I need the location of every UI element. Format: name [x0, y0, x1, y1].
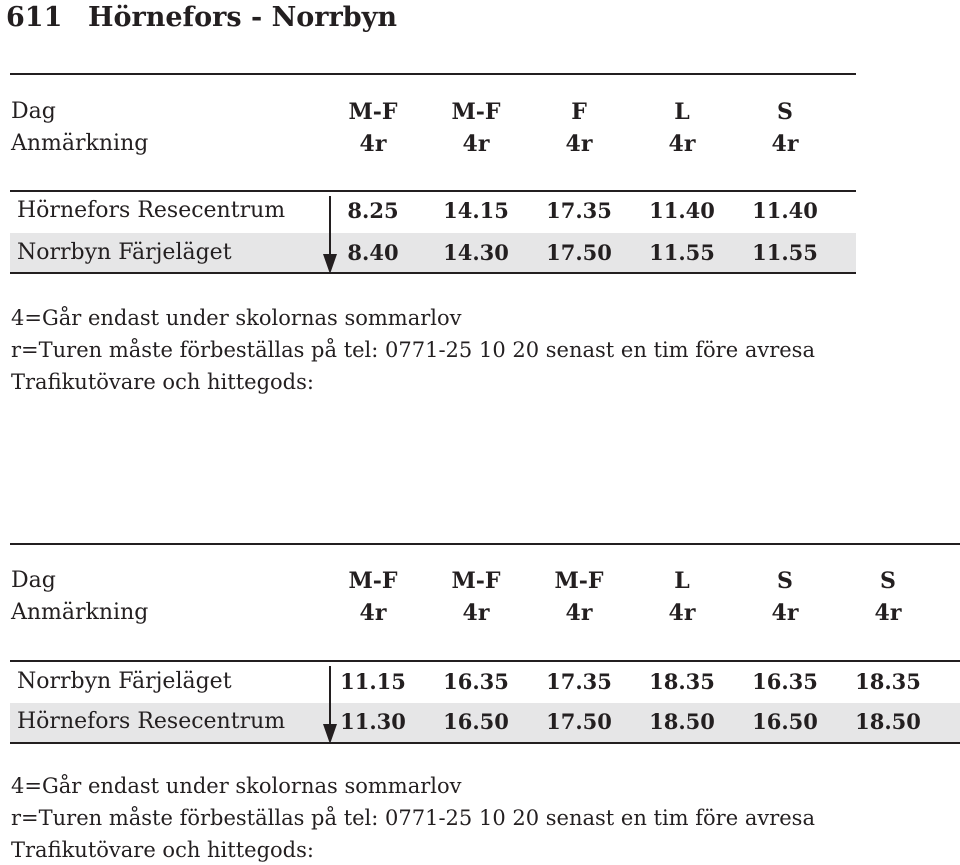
- route-name: Hörnefors - Norrbyn: [88, 2, 397, 33]
- remark-header: 4r: [565, 600, 593, 626]
- day-header: M-F: [451, 568, 501, 594]
- note-line: 4=Går endast under skolornas sommarlov: [11, 774, 462, 798]
- divider: [10, 190, 856, 192]
- note-line: r=Turen måste förbeställas på tel: 0771-25 10 20 senast en tim före avresa: [11, 338, 815, 362]
- stop-name: Hörnefors Resecentrum: [17, 709, 286, 734]
- day-header: M-F: [348, 568, 398, 594]
- arrival-time: 18.50: [649, 709, 715, 734]
- day-label: Dag: [11, 568, 56, 593]
- arrival-time: 16.50: [443, 709, 509, 734]
- remark-label: Anmärkning: [11, 600, 149, 625]
- remark-header: 4r: [771, 600, 799, 626]
- departure-time: 11.40: [752, 198, 818, 223]
- down-arrow-icon: [320, 666, 340, 746]
- arrival-time: 17.50: [546, 709, 612, 734]
- departure-time: 17.35: [546, 669, 612, 694]
- note-line: 4=Går endast under skolornas sommarlov: [11, 306, 462, 330]
- arrival-time: 18.50: [855, 709, 921, 734]
- arrival-time: 16.50: [752, 709, 818, 734]
- remark-header: 4r: [359, 131, 387, 157]
- down-arrow-icon: [320, 196, 340, 276]
- departure-time: 18.35: [649, 669, 715, 694]
- divider: [10, 272, 856, 274]
- departure-time: 11.15: [340, 669, 406, 694]
- departure-time: 17.35: [546, 198, 612, 223]
- note-line: Trafikutövare och hittegods:: [11, 370, 314, 394]
- stop-name: Hörnefors Resecentrum: [17, 198, 286, 223]
- remark-header: 4r: [462, 131, 490, 157]
- departure-time: 16.35: [443, 669, 509, 694]
- remark-header: 4r: [668, 600, 696, 626]
- departure-time: 14.15: [443, 198, 509, 223]
- day-header: L: [674, 568, 690, 594]
- departure-time: 11.40: [649, 198, 715, 223]
- remark-header: 4r: [359, 600, 387, 626]
- day-label: Dag: [11, 99, 56, 124]
- remark-label: Anmärkning: [11, 131, 149, 156]
- day-header: S: [777, 568, 793, 594]
- stop-name: Norrbyn Färjeläget: [17, 240, 232, 265]
- page-title: [6, 0, 397, 36]
- departure-time: 18.35: [855, 669, 921, 694]
- day-header: S: [880, 568, 896, 594]
- arrival-time: 11.55: [649, 240, 715, 265]
- arrival-time: 11.30: [340, 709, 406, 734]
- day-header: F: [571, 99, 587, 125]
- remark-header: 4r: [462, 600, 490, 626]
- day-header: L: [674, 99, 690, 125]
- day-header: M-F: [348, 99, 398, 125]
- divider: [10, 660, 960, 662]
- divider: [10, 543, 960, 545]
- departure-time: 16.35: [752, 669, 818, 694]
- day-header: M-F: [451, 99, 501, 125]
- departure-time: 8.25: [347, 198, 399, 223]
- remark-header: 4r: [771, 131, 799, 157]
- stop-name: Norrbyn Färjeläget: [17, 669, 232, 694]
- day-header: M-F: [554, 568, 604, 594]
- arrival-time: 11.55: [752, 240, 818, 265]
- divider: [10, 73, 856, 75]
- arrival-time: 8.40: [347, 240, 399, 265]
- day-header: S: [777, 99, 793, 125]
- remark-header: 4r: [668, 131, 696, 157]
- remark-header: 4r: [565, 131, 593, 157]
- note-line: r=Turen måste förbeställas på tel: 0771-25 10 20 senast en tim före avresa: [11, 806, 815, 830]
- remark-header: 4r: [874, 600, 902, 626]
- arrival-time: 14.30: [443, 240, 509, 265]
- divider: [10, 742, 960, 744]
- arrival-time: 17.50: [546, 240, 612, 265]
- route-number: 611: [6, 2, 63, 33]
- note-line: Trafikutövare och hittegods:: [11, 838, 314, 862]
